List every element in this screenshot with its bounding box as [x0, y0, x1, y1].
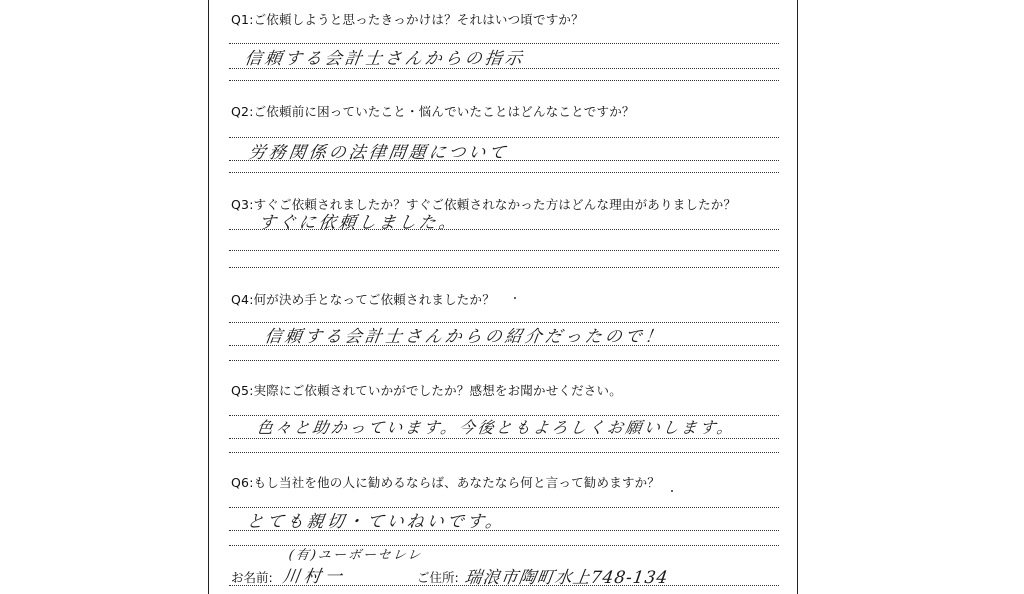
answer-line	[229, 452, 779, 453]
name-label: お名前:	[231, 570, 273, 585]
answer-4: 信頼する会計士さんからの紹介だったので！	[263, 327, 667, 347]
answer-3: すぐに依頼しました。	[257, 213, 461, 233]
question-6-label: Q6:もし当社を他の人に勧めるならば、あなたなら何と言って勧めますか？	[231, 475, 661, 490]
answer-line	[229, 160, 779, 161]
footer-line	[229, 585, 779, 586]
answer-line	[229, 345, 779, 346]
answer-6: とても親切・ていねいです。	[245, 512, 507, 532]
answer-line	[229, 229, 779, 230]
answer-line	[229, 530, 779, 531]
answer-line	[229, 68, 779, 69]
question-2-label: Q2:ご依頼前に困っていたこと・悩んでいたことはどんなことですか？	[231, 104, 635, 119]
answer-line	[229, 438, 779, 439]
answer-5: 色々と助かっています。今後ともよろしくお願いします。	[255, 418, 737, 437]
question-4-label: Q4:何が決め手となってご依頼されましたか？	[231, 292, 495, 307]
answer-2: 労務関係の法律問題について	[247, 143, 510, 163]
stray-mark	[514, 297, 516, 299]
answer-line	[229, 360, 779, 361]
answer-1: 信頼する会計士さんからの指示	[243, 49, 527, 69]
question-1-label: Q1:ご依頼しようと思ったきっかけは？それはいつ頃ですか？	[231, 12, 584, 27]
answer-line	[229, 80, 779, 81]
stray-mark	[671, 490, 673, 492]
question-3-label: Q3:すぐご依頼されましたか？すぐご依頼されなかった方はどんな理由がありましたか？	[231, 197, 737, 212]
answer-line	[229, 250, 779, 251]
answer-line	[229, 267, 779, 268]
address-label: ご住所:	[417, 570, 459, 585]
answer-line	[229, 172, 779, 173]
name-value: 川村一	[281, 567, 348, 587]
question-5-label: Q5:実際にご依頼されていかがでしたか？感想をお聞かせください。	[231, 383, 622, 398]
address-value: 瑞浪市陶町水上748-134	[463, 568, 670, 588]
survey-sheet	[208, 0, 798, 594]
name-company: (有)ユーボーセレレ	[287, 548, 424, 563]
